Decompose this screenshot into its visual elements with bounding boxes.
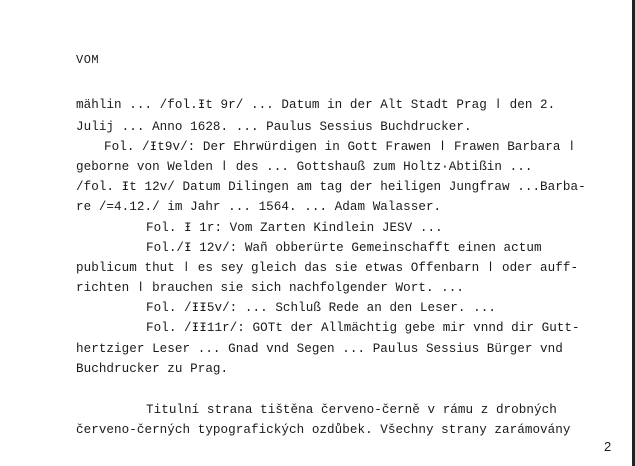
text-line-2: Julij ... Anno 1628. ... Paulus Sessius Buchdrucker. — [76, 120, 472, 134]
text-line-12: Fol. /ƗƗ11r/: GOTt der Allmächtig gebe mir vnnd dir Gutt- — [146, 321, 580, 335]
text-line-15: Titulní strana tištěna červeno-černě v rámu z drobných — [146, 403, 557, 417]
text-line-13: hertziger Leser ... Gnad vnd Segen ... Paulus Sessius Bürger vnd — [76, 342, 563, 356]
text-line-8: Fol./Ɨ 12v/: Wañ obberürte Gemeinschafft einen actum — [146, 241, 542, 255]
text-line-16: červeno-černých typografických ozdůbek. Všechny strany zarámovány — [76, 423, 571, 437]
text-line-5: /fol. Ɨt 12v/ Datum Dilingen am tag der heiligen Jungfraw ...Barba- — [76, 180, 586, 194]
text-line-9: publicum thut ǀ es sey gleich das sie etwas Offenbarn ǀ oder auff- — [76, 261, 579, 275]
text-line-11: Fol. /ƗƗ5v/: ... Schluß Rede an den Leser. ... — [146, 301, 496, 315]
page-number: 2 — [604, 439, 612, 454]
text-line-7: Fol. Ɨ 1r: Vom Zarten Kindlein JESV ... — [146, 221, 443, 235]
text-line-1: mählin ... /fol.Ɨt 9r/ ... Datum in der Alt Stadt Prag ǀ den 2. — [76, 98, 556, 112]
heading: VOM — [76, 53, 100, 67]
text-line-3: Fol. /Ɨt9v/: Der Ehrwürdigen in Gott Frawen ǀ Frawen Barbara ǀ — [104, 140, 576, 154]
text-line-14: Buchdrucker zu Prag. — [76, 362, 229, 376]
text-line-4: geborne von Welden ǀ des ... Gottshauß zum Holtz·Abtißin ... — [76, 160, 533, 174]
text-line-6: re /=4.12./ im Jahr ... 1564. ... Adam Walasser. — [76, 200, 442, 214]
text-line-10: richten ǀ brauchen sie sich nachfolgender Wort. ... — [76, 281, 464, 295]
